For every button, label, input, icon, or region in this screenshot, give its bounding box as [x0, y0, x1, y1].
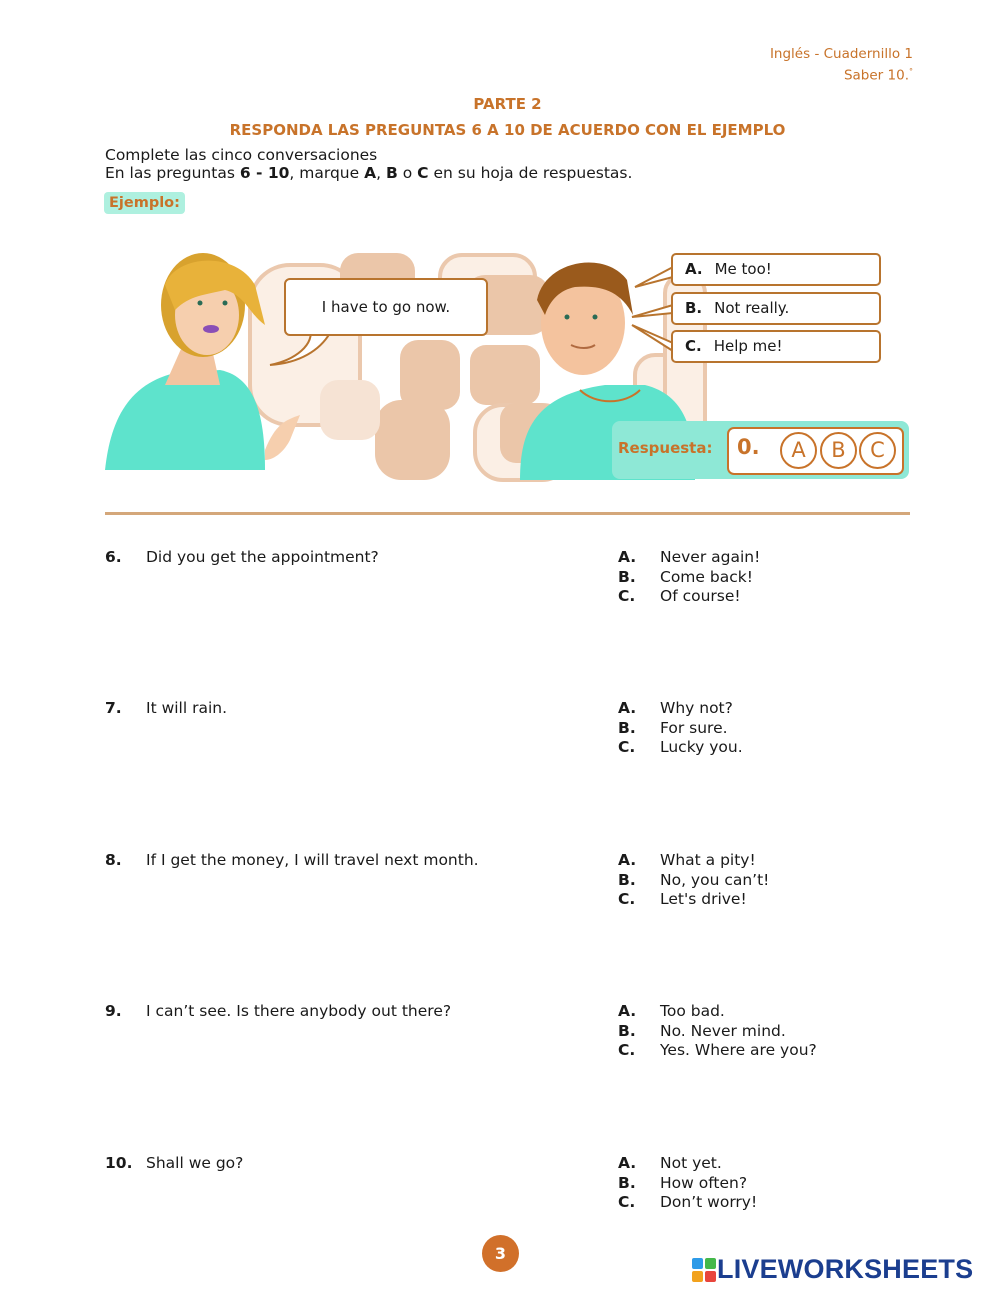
example-option-c: C. Help me!: [671, 330, 881, 363]
example-option-b: B. Not really.: [671, 292, 881, 325]
logo-text: LIVEWORKSHEETS: [717, 1254, 974, 1284]
example-tag: Ejemplo:: [104, 192, 185, 214]
intro-text: [105, 146, 632, 182]
answer-number: 0.: [737, 435, 760, 459]
speech-bubble: I have to go now.: [284, 278, 488, 336]
example-option-a: A. Me too!: [671, 253, 881, 286]
answer-bubble-c[interactable]: C: [859, 432, 896, 469]
intro-line-1: Complete las cinco conversaciones: [105, 146, 378, 164]
exam-level: Saber 10.°: [843, 67, 913, 84]
intro-line-2: En las preguntas 6 - 10, marque A, B o C en su hoja de respuestas.: [105, 164, 633, 182]
section-divider: [105, 512, 910, 515]
answer-bubble-a[interactable]: A: [780, 432, 817, 469]
header-info: [770, 46, 913, 85]
answer-bubble-b[interactable]: B: [820, 432, 857, 469]
liveworksheets-icon: [692, 1258, 716, 1282]
instruction-title: RESPONDA LAS PREGUNTAS 6 A 10 DE ACUERDO CON EL EJEMPLO: [229, 121, 786, 139]
booklet-title: Inglés - Cuadernillo 1: [769, 46, 913, 62]
page-number: 3: [482, 1235, 519, 1272]
part-title: PARTE 2: [473, 95, 542, 113]
answer-label: Respuesta:: [618, 439, 713, 457]
